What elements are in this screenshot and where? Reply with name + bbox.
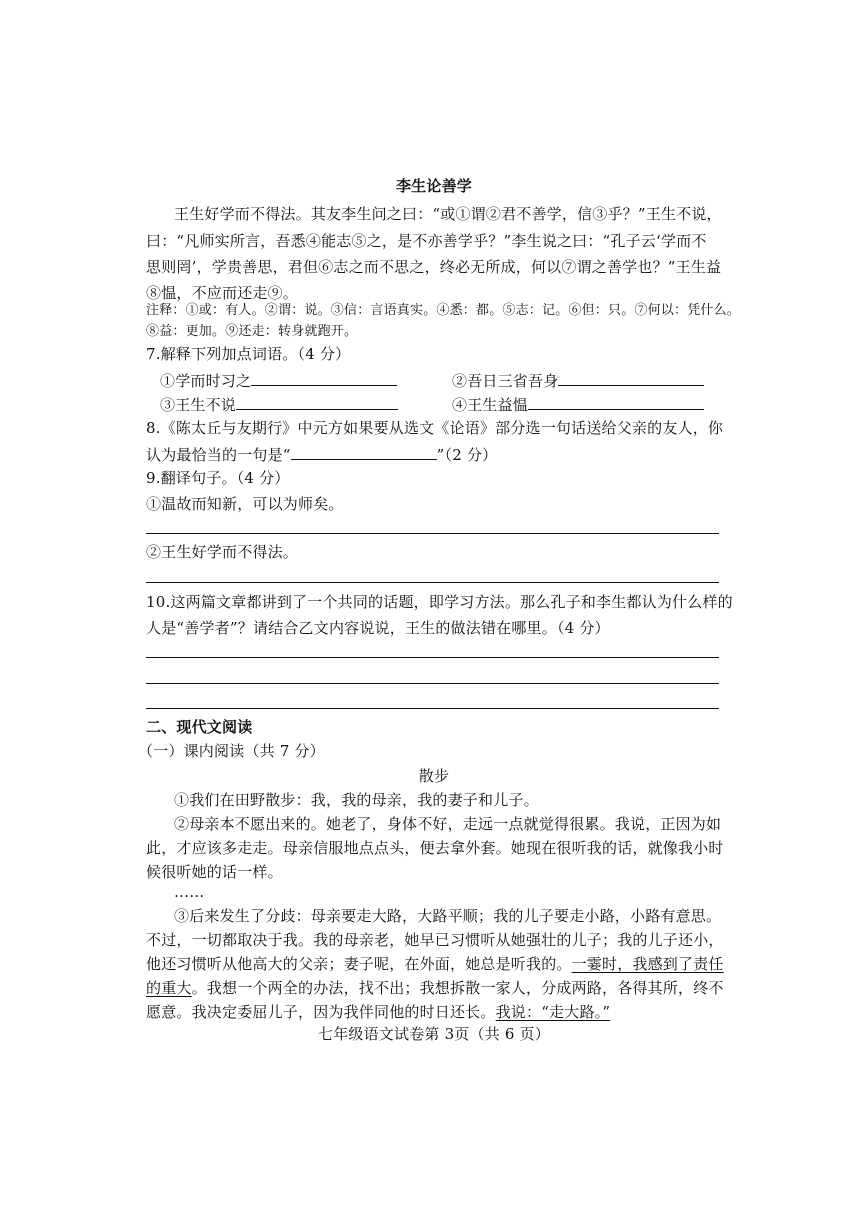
q7-item-3 [160,393,398,415]
q8-prefix: 认为最恰当的一句是“ [146,446,291,464]
q7-item-3-label: ③王生不说 [160,396,237,414]
q8-answer-blank[interactable] [291,443,437,460]
question-7-stem: 7.解释下列加点词语。（4 分） [146,345,351,363]
notes-line-1: 注释：①或：有人。②谓：说。③信：言语真实。④悉：都。⑤志：记。⑥但：只。⑦何以：凭什么。 [146,303,741,318]
essay-title: 散步 [418,767,450,785]
passage-line-1: 王生好学而不得法。其友李生问之曰：“或①谓②君不善学，信③乎？”王生不说， [174,205,722,223]
question-8-line-2 [146,443,497,465]
question-10-line-1: 10.这两篇文章都讲到了一个共同的话题，即学习方法。那么孔子和李生都认为什么样的 [146,593,733,611]
essay-para-3-line-3 [146,954,724,974]
q7-answer-blank-3[interactable] [236,393,398,410]
question-9-stem: 9.翻译句子。（4 分） [146,469,290,487]
essay-para-3-line-2: 不过，一切都取决于我。我的母亲老，她早已习惯听从她强壮的儿子；我的儿子还小， [146,931,724,949]
essay-para-2-line-1: ②母亲本不愿出来的。她老了，身体不好，走远一点就觉得很累。我说，正因为如 [174,815,722,833]
essay-ellipsis: …… [174,883,205,901]
q9-answer-line-1[interactable] [146,533,719,534]
essay-para-3-line-1: ③后来发生了分歧：母亲要走大路，大路平顺；我的儿子要走小路，小路有意思。 [174,907,722,925]
essay-para-3-line-4 [146,978,724,998]
q7-answer-blank-4[interactable] [528,393,704,410]
passage-title: 李生论善学 [395,177,472,195]
q10-answer-line-2[interactable] [146,683,719,684]
q7-item-2-label: ②吾日三省吾身 [452,372,559,390]
passage-line-4: ⑧愠，不应而还走⑨。 [146,284,299,302]
essay-text-segment: 他还习惯听从他高大的父亲；妻子呢，在外面，她总是听我的。 [146,955,572,973]
underlined-sentence-part-1: 一霎时，我感到了责任 [571,955,724,973]
passage-line-2: 曰：“凡师实所言，吾悉④能志⑤之，是不亦善学乎？”李生说之曰：“孔子云‘学而不 [146,232,707,250]
essay-text-segment: 愿意。我决定委屈儿子，因为我伴同他的时日还长。 [146,1003,496,1021]
underlined-sentence-part-2: 的重大 [146,979,192,997]
essay-text-segment: 。我想一个两全的办法，找不出；我想拆散一家人，分成两路，各得其所，终不 [191,979,724,997]
essay-para-2-line-2: 此，才应该多走走。母亲信服地点点头，便去拿外套。她现在很听我的话，就像我小时 [146,839,724,857]
essay-para-2-line-3: 候很听她的话一样。 [146,863,283,881]
q9-sentence-2: ②王生好学而不得法。 [146,543,299,561]
q7-answer-blank-2[interactable] [558,369,704,386]
q10-answer-line-3[interactable] [146,708,719,709]
q9-answer-line-2[interactable] [146,582,719,583]
q7-item-4 [452,393,704,415]
question-10-line-2: 人是“善学者”？请结合乙文内容说说，王生的做法错在哪里。（4 分） [146,619,610,637]
q7-item-1-label: ①学而时习之 [160,372,252,390]
q10-answer-line-1[interactable] [146,657,719,658]
underlined-quote: 我说：“走大路。” [495,1003,611,1021]
q7-item-1 [160,369,397,391]
page-footer: 七年级语文试卷第 3页（共 6 页） [318,1025,550,1043]
section-2-heading: 二、现代文阅读 [146,718,253,736]
essay-para-1: ①我们在田野散步：我，我的母亲，我的妻子和儿子。 [174,791,539,809]
q7-item-2 [452,369,704,391]
section-2-subheading: （一）课内阅读（共 7 分） [138,742,325,760]
q7-item-4-label: ④王生益愠 [452,396,529,414]
question-8-line-1: 8.《陈太丘与友期行》中元方如果要从选文《论语》部分选一句话送给父亲的友人，你 [146,419,724,437]
passage-line-3: 思则罔’，学贵善思，君但⑥志之而不思之，终必无所成，何以⑦谓之善学也？”王生益 [146,258,722,276]
essay-para-3-line-5 [146,1002,610,1022]
q9-sentence-1: ①温故而知新，可以为师矣。 [146,495,344,513]
notes-line-2: ⑧益：更加。⑨还走：转身就跑开。 [146,324,358,339]
q7-answer-blank-1[interactable] [251,369,397,386]
q8-suffix: ”（2 分） [436,446,498,464]
